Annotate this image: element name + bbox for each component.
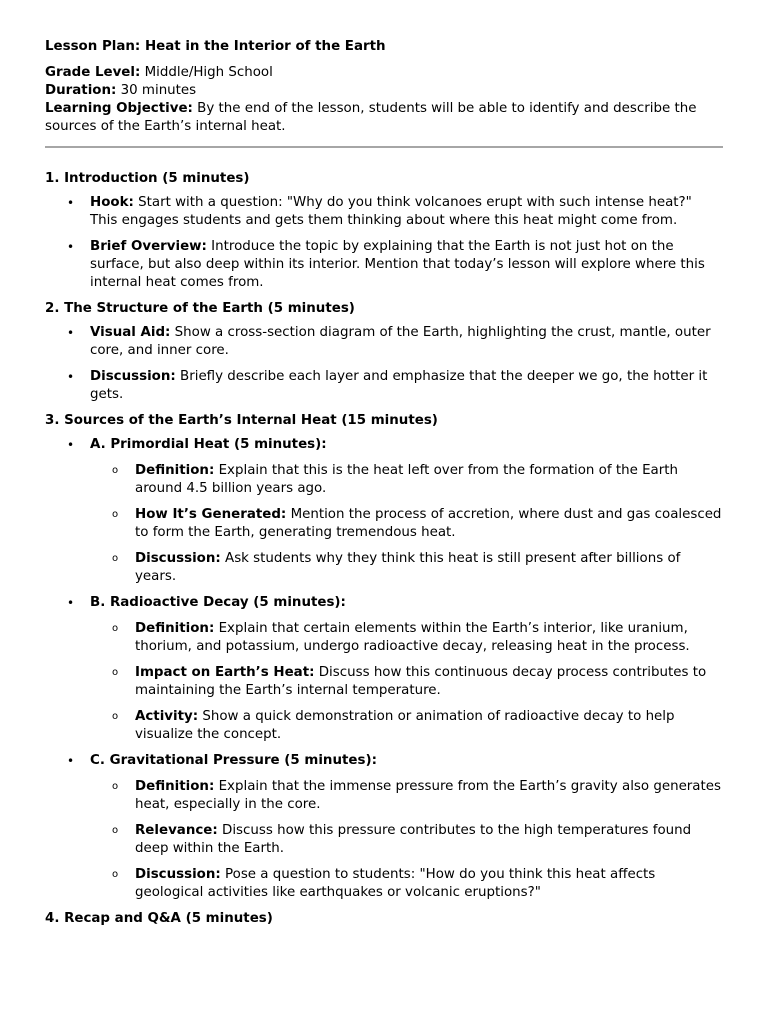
item-text: Explain that the immense pressure from the Earth’s gravity also generates heat, especially in the core. <box>135 779 721 812</box>
item-label: Discussion: <box>135 551 221 566</box>
sub-list-item <box>112 550 723 586</box>
section-recap <box>45 910 723 928</box>
list-item <box>67 436 723 586</box>
item-label: How It’s Generated: <box>135 507 287 522</box>
section-introduction <box>45 170 723 292</box>
sub-list-item <box>112 620 723 656</box>
section-structure <box>45 300 723 404</box>
item-label: Relevance: <box>135 823 218 838</box>
grade-level <box>45 64 723 82</box>
bullet-list <box>67 324 723 404</box>
item-label: Hook: <box>90 195 134 210</box>
sub-list-item <box>112 506 723 542</box>
sub-list-item <box>112 866 723 902</box>
item-label: Brief Overview: <box>90 239 207 254</box>
sub-list-item <box>112 822 723 858</box>
section-heading: 2. The Structure of the Earth (5 minutes) <box>45 301 355 316</box>
item-label: Discussion: <box>90 369 176 384</box>
learning-objective <box>45 100 723 136</box>
duration-label: Duration: <box>45 83 117 98</box>
item-label: Definition: <box>135 779 215 794</box>
list-item <box>67 594 723 744</box>
item-text: Discuss how this pressure contributes to the high temperatures found deep within the Earth. <box>135 823 692 856</box>
sub-list <box>112 462 723 586</box>
item-label: Discussion: <box>135 867 221 882</box>
item-text: Start with a question: "Why do you think volcanoes erupt with such intense heat?" This engages students and gets them thinking about where this heat might come from. <box>90 195 692 228</box>
item-text: Show a quick demonstration or animation of radioactive decay to help visualize the concept. <box>135 709 675 742</box>
duration <box>45 82 723 100</box>
sub-list-item <box>112 708 723 744</box>
item-text: Introduce the topic by explaining that the Earth is not just hot on the surface, but also deep within its interior. Mention that today’s lesson will explore where this internal heat comes from. <box>90 239 705 290</box>
grade-level-label: Grade Level: <box>45 65 141 80</box>
item-text: Ask students why they think this heat is still present after billions of years. <box>135 551 681 584</box>
section-heading: 4. Recap and Q&A (5 minutes) <box>45 911 273 926</box>
sub-list <box>112 778 723 902</box>
horizontal-divider <box>45 146 723 148</box>
subsection-title: C. Gravitational Pressure (5 minutes): <box>90 753 377 768</box>
list-item <box>67 194 723 230</box>
sub-list-item <box>112 462 723 498</box>
duration-value: 30 minutes <box>120 83 197 98</box>
bullet-list <box>67 194 723 292</box>
grade-level-value: Middle/High School <box>144 65 273 80</box>
item-text: Mention the process of accretion, where dust and gas coalesced to form the Earth, generating tremendous heat. <box>135 507 722 540</box>
section-sources <box>45 412 723 902</box>
item-text: Explain that certain elements within the Earth’s interior, like uranium, thorium, and potassium, undergo radioactive decay, releasing heat in the process. <box>135 621 690 654</box>
item-label: Impact on Earth’s Heat: <box>135 665 315 680</box>
item-text: Show a cross-section diagram of the Earth, highlighting the crust, mantle, outer core, and inner core. <box>90 325 711 358</box>
item-label: Definition: <box>135 463 215 478</box>
subsection-title: A. Primordial Heat (5 minutes): <box>90 437 327 452</box>
item-text: Pose a question to students: "How do you think this heat affects geological activities like earthquakes or volcanic eruptions?" <box>135 867 656 900</box>
item-label: Definition: <box>135 621 215 636</box>
document-title: Lesson Plan: Heat in the Interior of the Earth <box>45 39 386 54</box>
item-label: Activity: <box>135 709 199 724</box>
list-item <box>67 238 723 292</box>
item-text: Discuss how this continuous decay process contributes to maintaining the Earth’s internal temperature. <box>135 665 707 698</box>
list-item <box>67 324 723 360</box>
sub-list-item <box>112 664 723 700</box>
item-label: Visual Aid: <box>90 325 171 340</box>
learning-objective-value: By the end of the lesson, students will be able to identify and describe the sources of the Earth’s internal heat. <box>45 101 697 134</box>
bullet-list <box>67 436 723 902</box>
subsection-title: B. Radioactive Decay (5 minutes): <box>90 595 346 610</box>
item-text: Briefly describe each layer and emphasize that the deeper we go, the hotter it gets. <box>90 369 708 402</box>
sub-list-item <box>112 778 723 814</box>
learning-objective-label: Learning Objective: <box>45 101 193 116</box>
sub-list <box>112 620 723 744</box>
section-heading: 1. Introduction (5 minutes) <box>45 171 250 186</box>
section-heading: 3. Sources of the Earth’s Internal Heat (15 minutes) <box>45 413 438 428</box>
list-item <box>67 752 723 902</box>
list-item <box>67 368 723 404</box>
item-text: Explain that this is the heat left over from the formation of the Earth around 4.5 billion years ago. <box>135 463 678 496</box>
